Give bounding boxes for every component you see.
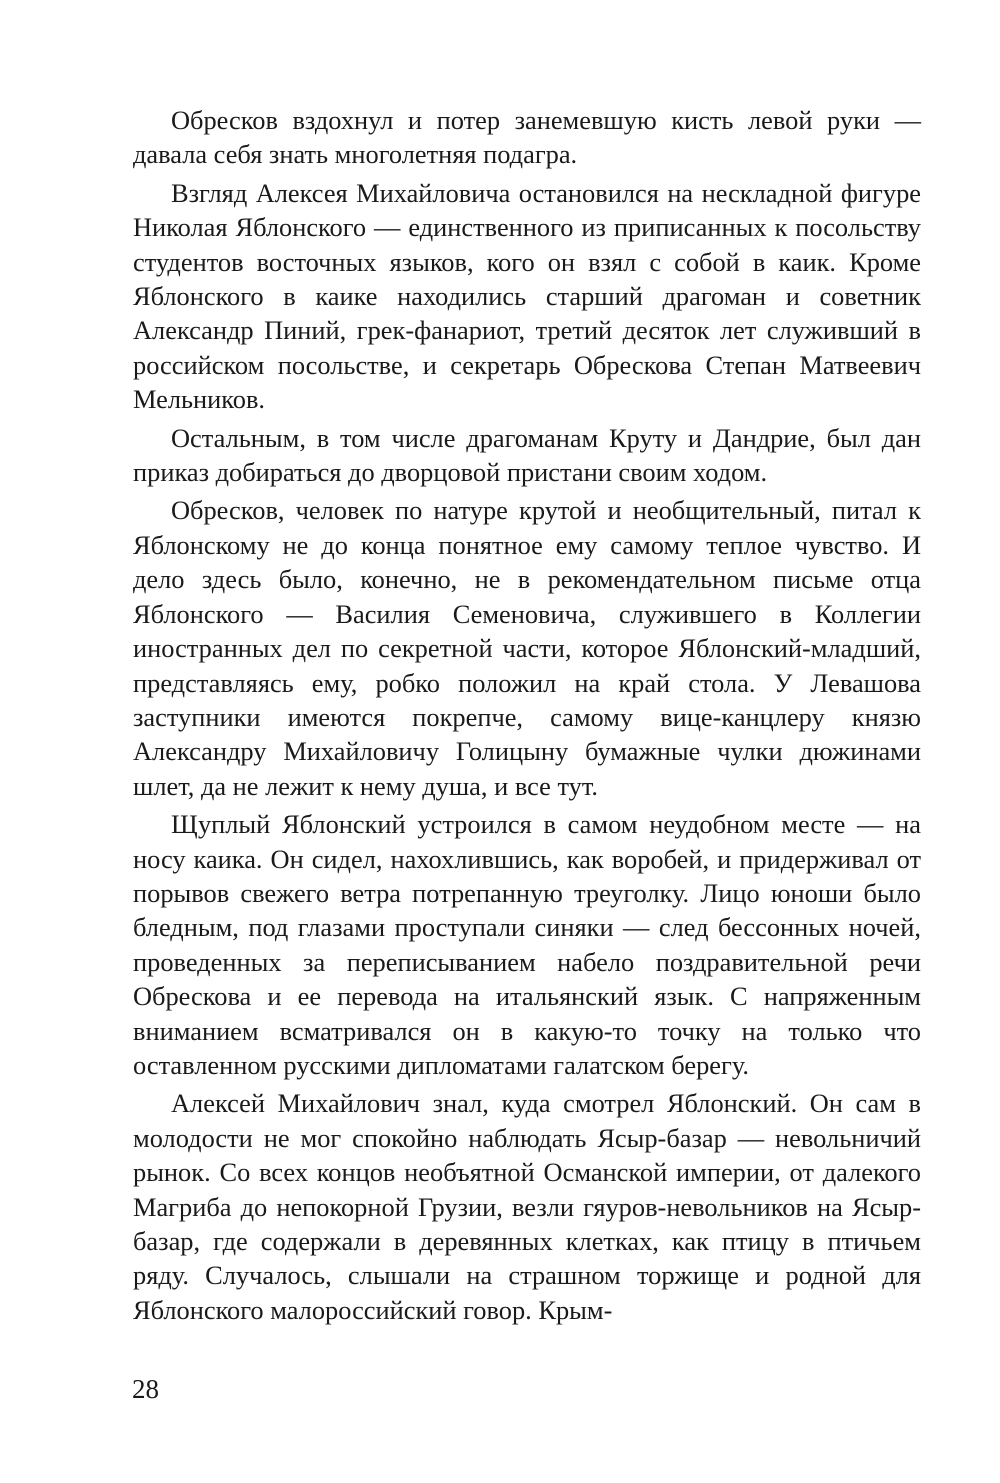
page-number: 28 bbox=[132, 1374, 159, 1404]
paragraph-4: Обресков, человек по натуре крутой и необщительный, питал к Яблонскому не до конца понятное ему самому теплое чувство. И дело здесь было, конечно, не в рекомендательном письме отца Яблонского — Василия Семеновича, служившего в Коллегии иностранных дел по секретной части, которое Яблонский-младший, представляясь ему, робко положил на край стола. У Левашова заступники имеются покрепче, самому вице-канцлеру князю Александру Михайловичу Голицыну бумажные чулки дюжинами шлет, да не лежит к нему душа, и все тут. bbox=[133, 495, 921, 801]
paragraph-6: Алексей Михайлович знал, куда смотрел Яблонский. Он сам в молодости не мог спокойно наблюдать Ясыр-базар — невольничий рынок. Со всех концов необъятной Османской империи, от далекого Магриба до непокорной Грузии, везли гяуров-невольников на Ясыр-базар, где содержали в деревянных клетках, как птицу в птичьем ряду. Случалось, слышали на страшном торжище и родной для Яблонского малороссийский говор. Крым- bbox=[133, 1088, 921, 1325]
body-text bbox=[133, 103, 921, 1331]
paragraph-3: Остальным, в том числе драгоманам Круту и Дандрие, был дан приказ добираться до дворцовой пристани своим ходом. bbox=[133, 422, 921, 488]
paragraph-1: Обресков вздохнул и потер занемевшую кисть левой руки — давала себя знать многолетняя подагра. bbox=[133, 105, 921, 170]
paragraph-2: Взгляд Алексея Михайловича остановился на нескладной фигуре Николая Яблонского — единственного из приписанных к посольству студентов восточных языков, кого он взял с собой в каик. Кроме Яблонского в каике находились старший драгоман и советник Александр Пиний, грек-фанариот, третий десяток лет служивший в российском посольстве, и секретарь Обрескова Степан Матвеевич Мельников. bbox=[133, 177, 921, 415]
paragraph-5: Щуплый Яблонский устроился в самом неудобном месте — на носу каика. Он сидел, нахохлившись, как воробей, и придерживал от порывов свежего ветра потрепанную треуголку. Лицо юноши было бледным, под глазами проступали синяки — след бессонных ночей, проведенных за переписыванием набело поздравительной речи Обрескова и ее перевода на итальянский язык. С напряженным вниманием всматривался он в какую-то точку на только что оставленном русскими дипломатами галатском берегу. bbox=[133, 809, 921, 1080]
